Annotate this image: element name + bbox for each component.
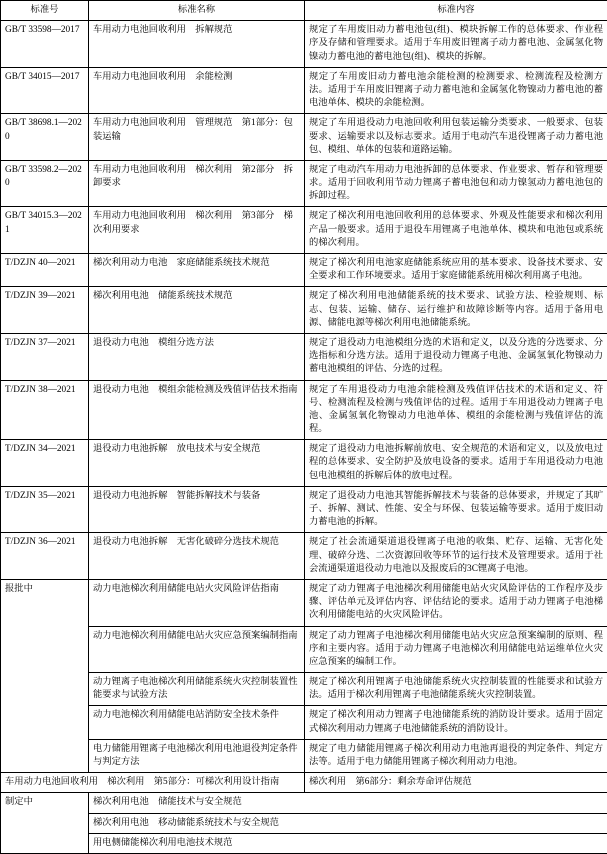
cell-standard-number: GB/T 38698.1—2020 <box>1 114 89 161</box>
table-row <box>1 706 607 739</box>
cell-standard-name: 电力储能用锂离子电池梯次利用电池退役判定条件与判定方法 <box>89 739 305 772</box>
table-head <box>1 1 607 21</box>
table-row <box>1 114 607 161</box>
table-row <box>1 160 607 207</box>
cell-standard-content: 规定了车用废旧动力蓄电池余能检测的检测要求、检测流程及检测方法。适用于车用废旧锂离子动力蓄电池和金属氢化物镍动力蓄电池的蓄电池单体、模块的余能检测。 <box>305 67 607 114</box>
cell-standard-name: 退役动力电池拆解 无害化破碎分选技术规范 <box>89 533 305 580</box>
cell-standard-name: 车用动力电池回收利用 梯次利用 第2部分 拆卸要求 <box>89 160 305 207</box>
cell-standard-name-wide: 梯次利用电池 移动储能系统技术与安全规范 <box>89 813 607 833</box>
column-header-standard-number: 标准号 <box>1 1 89 21</box>
table-row <box>1 813 607 833</box>
cell-standard-number: T/DZJN 38—2021 <box>1 380 89 440</box>
cell-standard-name-wide: 梯次利用电池 储能技术与安全规范 <box>89 793 607 813</box>
cell-standard-number: T/DZJN 36—2021 <box>1 533 89 580</box>
table-row <box>1 739 607 772</box>
cell-standard-name: 退役动力电池 模组余能检测及残值评估技术指南 <box>89 380 305 440</box>
table-row <box>1 533 607 580</box>
cell-standard-name: 动力电池梯次利用储能电站消防安全技术条件 <box>89 706 305 739</box>
table-row <box>1 67 607 114</box>
table-row <box>1 579 607 626</box>
cell-standard-content: 规定了退役动力电池其智能拆解技术与装备的总体要求，并规定了其旷子、拆解、测试、性能、安全与环保、包装运输等要求。适用于废旧动力蓄电池的拆解。 <box>305 486 607 533</box>
cell-standard-number: T/DZJN 37—2021 <box>1 333 89 380</box>
table-row <box>1 833 607 853</box>
cell-standard-name-wide: 车用动力电池回收利用 梯次利用 第5部分：可梯次利用设计指南 <box>1 773 305 793</box>
cell-standard-number: T/DZJN 40—2021 <box>1 254 89 287</box>
cell-standard-number-merged-drafting: 制定中 <box>1 793 89 854</box>
table-header-row <box>1 1 607 21</box>
cell-standard-number: T/DZJN 34—2021 <box>1 440 89 487</box>
cell-standard-name: 梯次利用动力电池 家庭储能系统技术规范 <box>89 254 305 287</box>
cell-standard-content: 规定了退役动力电池模组分选的术语和定义，以及分选的分选要求、分选指标和分选方法。适用于退役动力锂离子电池、金属氢氧化物镍动力蓄电池模组的评估、分选的过程。 <box>305 333 607 380</box>
cell-standard-number-merged-reporting: 报批中 <box>1 579 89 772</box>
table-row <box>1 333 607 380</box>
table-row <box>1 486 607 533</box>
column-header-standard-name: 标准名称 <box>89 1 305 21</box>
cell-standard-content: 规定了梯次利用电池储能系统的技术要求、试验方法、检验规则、标志、包装、运输、储存、运行维护和故障诊断等内容。适用于备用电源、储能电源等梯次利用电池储能系统。 <box>305 287 607 334</box>
cell-standard-name: 动力锂离子电池梯次利用储能系统火灾控制装置性能要求与试验方法 <box>89 673 305 706</box>
cell-standard-number: GB/T 34015.3—2021 <box>1 207 89 254</box>
table-row <box>1 440 607 487</box>
cell-standard-content: 规定了社会流通渠道退役锂离子电池的收集、贮存、运输、无害化处理、破碎分选、二次资源回收等环节的运行技术及管理要求。适用于社会流通渠道退役动力电池以及报废后的3C锂离子电池。 <box>305 533 607 580</box>
cell-standard-content: 规定了梯次利用电池家庭储能系统应用的基本要求、设备技术要求、安全要求和工作环境要求。适用于家庭储能系统用梯次利用离子电池。 <box>305 254 607 287</box>
cell-standard-name: 车用动力电池回收利用 拆解规范 <box>89 21 305 68</box>
cell-standard-content: 规定了电力储能用锂离子梯次利用动力电池再退役的判定条件、判定方法等。适用于电力储能用锂离子梯次利用动力电池。 <box>305 739 607 772</box>
cell-standard-content: 规定了梯次利用电池回收利用的总体要求、外观及性能要求和梯次利用产品一般要求。适用于退役车用锂离子电池单体、模块和电池包或系统的梯次利用。 <box>305 207 607 254</box>
table-row <box>1 287 607 334</box>
cell-standard-name: 梯次利用电池 储能系统技术规范 <box>89 287 305 334</box>
cell-standard-name: 车用动力电池回收利用 余能检测 <box>89 67 305 114</box>
table-row <box>1 207 607 254</box>
table-row <box>1 673 607 706</box>
cell-standard-content: 规定了退役动力电池拆解前放电、安全规范的术语和定义，以及放电过程的总体要求、安全防护及放电设备的要求。适用于车用退役动力电池包电池模组的拆解后体的放电过程。 <box>305 440 607 487</box>
cell-standard-name: 车用动力电池回收利用 管理规范 第1部分：包装运输 <box>89 114 305 161</box>
cell-standard-content: 规定了梯次利用动力锂离子电池储能系统的消防设计要求。适用于固定式梯次利用动力锂离子电池储能系统的消防设计。 <box>305 706 607 739</box>
cell-standard-name: 退役动力电池拆解 智能拆解技术与装备 <box>89 486 305 533</box>
cell-standard-content: 规定了动力锂离子电池梯次利用储能电站火灾应急预案编制的原则、程序和主要内容。适用于动力锂离子电池梯次利用储能电站运维单位火灾应急预案的编制工作。 <box>305 626 607 673</box>
cell-standard-content: 规定了电动汽车用动力电池拆卸的总体要求、作业要求、暂存和管理要求。适用于回收利用节动力锂离子蓄电池包和动力镍氢动力蓄电池包的拆卸过程。 <box>305 160 607 207</box>
cell-standard-name: 动力电池梯次利用储能电站火灾风险评估指南 <box>89 579 305 626</box>
cell-standard-content: 规定了车用退役动力电池余能检测及残值评估技术的术语和定义、符号、检测流程及检测与残值评估的过程。适用于车用退役动力锂离子电池、金属氢氧化物镍动力电池单体、模组的余能检测与残值评估的流程。 <box>305 380 607 440</box>
table-row <box>1 380 607 440</box>
cell-standard-content: 梯次利用 第6部分：剩余寿命评估规范 <box>305 773 607 793</box>
cell-standard-number: T/DZJN 39—2021 <box>1 287 89 334</box>
column-header-standard-content: 标准内容 <box>305 1 607 21</box>
table-row <box>1 773 607 793</box>
cell-standard-name: 车用动力电池回收利用 梯次利用 第3部分 梯次利用要求 <box>89 207 305 254</box>
cell-standard-name-wide: 用电侧储能梯次利用电池技术规范 <box>89 833 607 853</box>
cell-standard-number: GB/T 34015—2017 <box>1 67 89 114</box>
cell-standard-name: 退役动力电池拆解 放电技术与安全规范 <box>89 440 305 487</box>
table-body <box>1 21 607 854</box>
cell-standard-content: 规定了动力锂离子电池梯次利用储能电站火灾风险评估的工作程序及步骤、评估单元及评估内容、评估结论的要求。适用于动力锂离子电池梯次利用储能电站的火灾风险评估。 <box>305 579 607 626</box>
cell-standard-number: T/DZJN 35—2021 <box>1 486 89 533</box>
cell-standard-content: 规定了车用废旧动力蓄电池包(组)、模块拆解工作的总体要求、作业程序及存储和管理要求。适用于车用废旧锂离子动力蓄电池、金属氢化物镍动力蓄电池的蓄电池包(组)、模块的拆解。 <box>305 21 607 68</box>
table-row <box>1 254 607 287</box>
cell-standard-name: 动力电池梯次利用储能电站火灾应急预案编制指南 <box>89 626 305 673</box>
cell-standard-number: GB/T 33598.2—2020 <box>1 160 89 207</box>
cell-standard-content: 规定了车用退役动力电池回收利用包装运输分类要求、一般要求、包装要求、运输要求以及标志要求。适用于电动汽车退役锂离子动力蓄电池包、模组、单体的包装和道路运输。 <box>305 114 607 161</box>
cell-standard-name: 退役动力电池 模组分选方法 <box>89 333 305 380</box>
cell-standard-number: GB/T 33598—2017 <box>1 21 89 68</box>
table-row <box>1 21 607 68</box>
cell-standard-content: 规定了梯次利用锂离子电池储能系统火灾控制装置的性能要求和试验方法。适用于梯次利用锂离子电池储能系统火灾控制装置。 <box>305 673 607 706</box>
table-row <box>1 626 607 673</box>
table-row <box>1 793 607 813</box>
